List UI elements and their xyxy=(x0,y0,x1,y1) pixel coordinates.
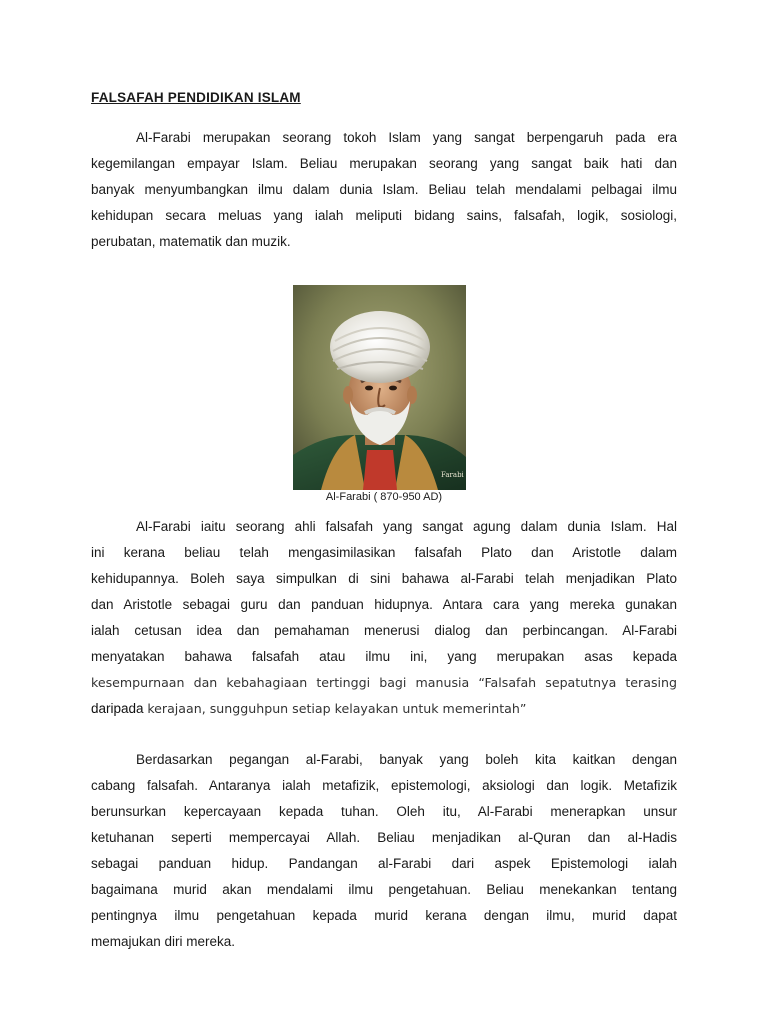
paragraph-intro xyxy=(91,125,677,255)
paragraph-line: kehidupan secara meluas yang ialah meliputi bidang sains, falsafah, logik, sosiologi, xyxy=(91,208,677,223)
svg-text:Farabi: Farabi xyxy=(441,471,464,479)
paragraph-line: dan Aristotle sebagai guru dan panduan hidupnya. Antara cara yang mereka gunakan xyxy=(91,597,677,612)
paragraph-line: Al-Farabi merupakan seorang tokoh Islam yang sangat berpengaruh pada era xyxy=(136,130,677,145)
paragraph-line: berunsurkan kepercayaan kepada tuhan. Oleh itu, Al-Farabi menerapkan unsur xyxy=(91,804,677,819)
paragraph-line: ialah cetusan idea dan pemahaman menerusi dialog dan perbincangan. Al-Farabi xyxy=(91,623,677,638)
paragraph-philosophy xyxy=(91,514,677,722)
paragraph-line: pentingnya ilmu pengetahuan kepada murid kerana dengan ilmu, murid dapat xyxy=(91,908,677,923)
document-title: FALSAFAH PENDIDIKAN ISLAM xyxy=(91,90,301,105)
paragraph-line: ini kerana beliau telah mengasimilasikan falsafah Plato dan Aristotle dalam xyxy=(91,545,677,560)
paragraph-line: perubatan, matematik dan muzik. xyxy=(91,234,291,249)
paragraph-line xyxy=(91,696,677,722)
paragraph-line: sebagai panduan hidup. Pandangan al-Farabi dari aspek Epistemologi ialah xyxy=(91,856,677,871)
paragraph-line: banyak menyumbangkan ilmu dalam dunia Islam. Beliau telah mendalami pelbagai ilmu xyxy=(91,182,677,197)
paragraph-line: menyatakan bahawa falsafah atau ilmu ini, yang merupakan asas kepada xyxy=(91,649,677,664)
paragraph-line: bagaimana murid akan mendalami ilmu pengetahuan. Beliau menekankan tentang xyxy=(91,882,677,897)
paragraph-line: ketuhanan seperti mempercayai Allah. Beliau menjadikan al-Quran dan al-Hadis xyxy=(91,830,677,845)
al-farabi-portrait xyxy=(293,285,466,490)
paragraph-line: Al-Farabi iaitu seorang ahli falsafah yang sangat agung dalam dunia Islam. Hal xyxy=(136,519,677,534)
quote-text: kerajaan, sungguhpun setiap kelayakan untuk memerintah” xyxy=(147,701,527,716)
paragraph-line: kehidupannya. Boleh saya simpulkan di sini bahawa al-Farabi telah menjadikan Plato xyxy=(91,571,677,586)
figure-caption: Al-Farabi ( 870-950 AD) xyxy=(325,491,443,503)
paragraph-line: kegemilangan empayar Islam. Beliau merupakan seorang yang sangat baik hati dan xyxy=(91,156,677,171)
paragraph-line: cabang falsafah. Antaranya ialah metafizik, epistemologi, aksiologi dan logik. Metafizik xyxy=(91,778,677,793)
quote-word: daripada xyxy=(91,701,144,716)
paragraph-branches xyxy=(91,747,677,955)
paragraph-line: memajukan diri mereka. xyxy=(91,934,236,949)
paragraph-line: kesempurnaan dan kebahagiaan tertinggi bagi manusia “Falsafah sepatutnya terasing xyxy=(91,675,677,690)
paragraph-line: Berdasarkan pegangan al-Farabi, banyak yang boleh kita kaitkan dengan xyxy=(136,752,677,767)
